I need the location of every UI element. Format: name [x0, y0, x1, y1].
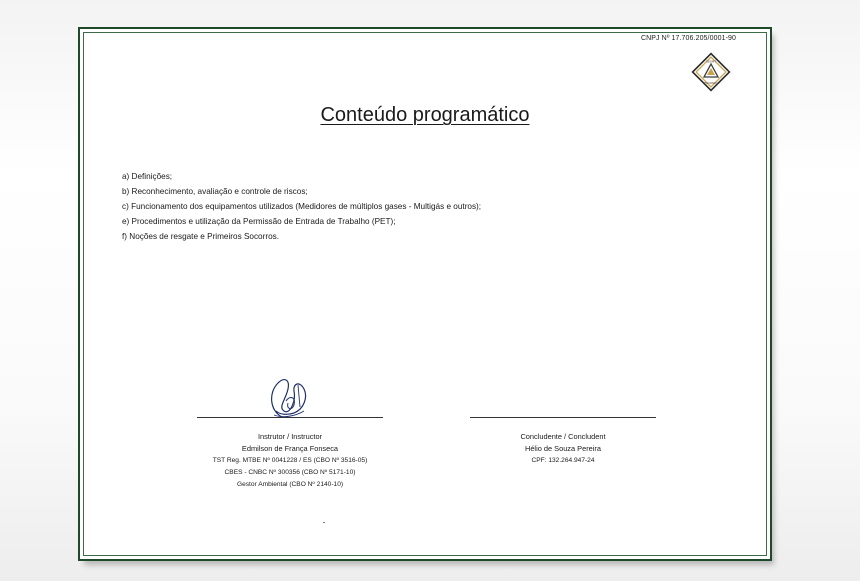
certificate-page [78, 27, 772, 561]
svg-text:SESMT: SESMT [705, 59, 717, 64]
instructor-name: Edmilson de França Fonseca [241, 444, 339, 453]
scan-speck [323, 522, 325, 523]
svg-text:SEGURANÇA: SEGURANÇA [702, 82, 720, 85]
instructor-credential: TST Reg. MTBE Nº 0041228 / ES (CBO Nº 3516-05) [212, 457, 368, 464]
topic-item: a) Definições; [122, 172, 173, 181]
instructor-credential: CBES - CNBC Nº 300356 (CBO Nº 5171-10) [224, 469, 356, 476]
concludent-role: Concludente / Concludent [520, 432, 606, 441]
topic-item: c) Funcionamento dos equipamentos utilizados (Medidores de múltiplos gases - Multigás e outros); [122, 202, 482, 211]
instructor-role: Instrutor / Instructor [257, 432, 323, 441]
concludent-cpf: CPF: 132.264.947-24 [531, 457, 595, 464]
page-title: Conteúdo programático [320, 104, 530, 126]
topic-item: e) Procedimentos e utilização da Permissão de Entrada de Trabalho (PET); [122, 217, 396, 226]
concludent-name: Hélio de Souza Pereira [524, 444, 601, 453]
instructor-signature-line [197, 417, 383, 418]
topic-item: b) Reconhecimento, avaliação e controle de riscos; [122, 187, 308, 196]
certification-seal-icon [690, 51, 732, 93]
topics-list [122, 169, 481, 244]
instructor-block [180, 431, 400, 491]
topic-item: f) Noções de resgate e Primeiros Socorros. [122, 232, 279, 241]
concludent-block [453, 431, 673, 467]
concludent-signature-line [470, 417, 656, 418]
instructor-credential: Gestor Ambiental (CBO Nº 2140-10) [236, 481, 344, 488]
cnpj-text: CNPJ Nº 17.706.205/0001-90 [640, 35, 736, 42]
instructor-signature [260, 371, 320, 421]
